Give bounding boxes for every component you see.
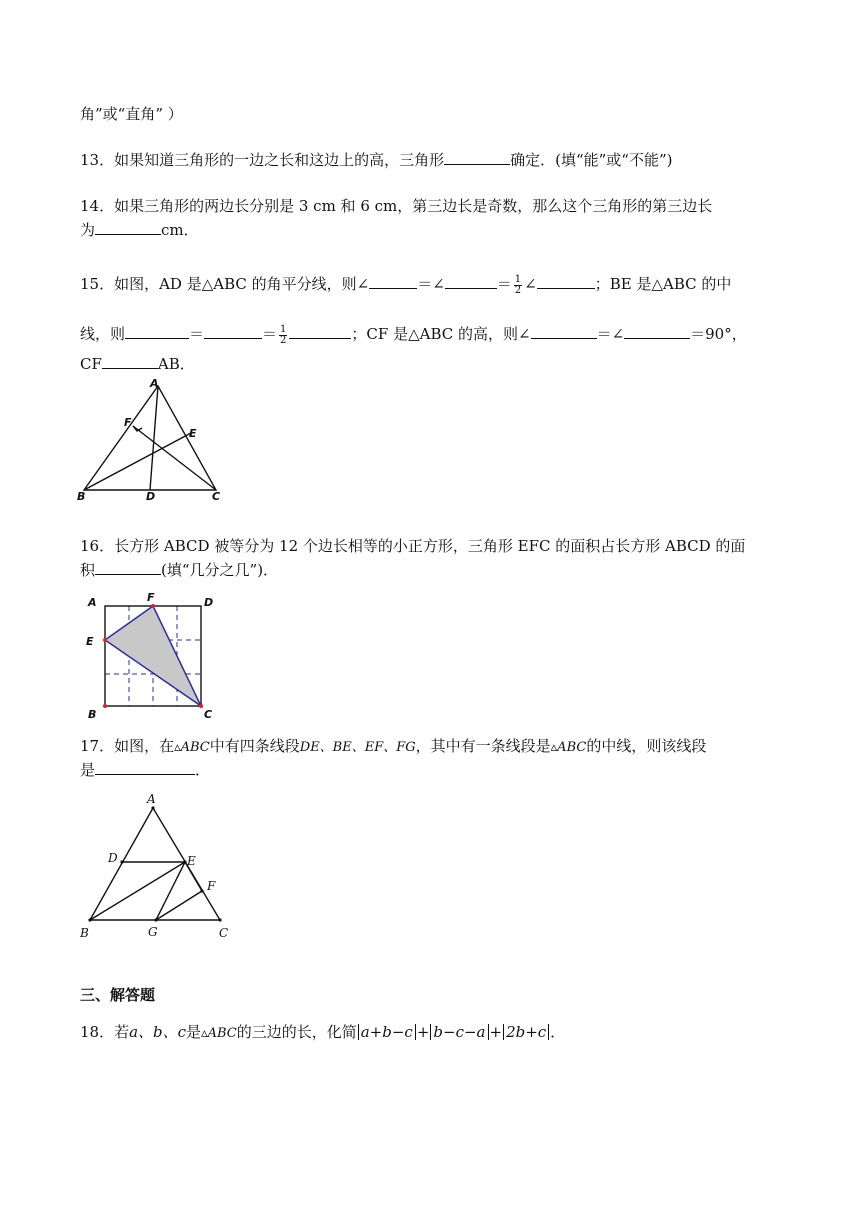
q15-eq-2: ＝ [189, 325, 205, 343]
right-angle-mark [133, 426, 142, 431]
q14-text-b: cm． [161, 221, 199, 239]
label-d: D [146, 490, 156, 503]
question-15-line3 [80, 354, 195, 374]
label-c: C [212, 490, 221, 503]
label-a: A [88, 596, 97, 609]
label-e: E [189, 427, 197, 440]
q18-c: 的三边的长，化简 [236, 1023, 357, 1041]
label-e: E [187, 854, 196, 868]
q17-tri: ▵ABC [174, 740, 210, 755]
abs-expression-3: 2b+c [503, 1024, 549, 1040]
question-16-line1: 16．长方形 ABCD 被等分为 12 个边长相等的小正方形，三角形 EFC 的面积占长方形 ABCD 的面 [80, 537, 746, 555]
q15-angle: ∠ [524, 275, 537, 293]
plus-1: + [416, 1023, 430, 1041]
half-fraction-2: $\frac{1}{2}$ [280, 323, 287, 346]
figure-16-rectangle [80, 590, 230, 722]
q15-blank-3[interactable] [537, 274, 595, 289]
q17-d: 的中线，则该线段 [586, 737, 707, 755]
label-a: A [150, 377, 159, 390]
label-f: F [147, 591, 155, 604]
q13-blank[interactable] [444, 150, 510, 165]
question-14-line2 [80, 220, 199, 240]
q15-blank-4[interactable] [125, 324, 189, 339]
q15-eq-angle-2: ＝∠ [596, 325, 625, 343]
continued-line: 角”或“直角” ） [80, 105, 183, 123]
q15-l3a: CF [80, 355, 102, 373]
q14-text-a: 为 [80, 221, 96, 239]
label-e: E [86, 635, 94, 648]
q17-c: ，其中有一条线段是 [415, 737, 551, 755]
label-g: G [148, 925, 158, 939]
q18-b: 是 [186, 1023, 202, 1041]
half-fraction: $\frac{1}{2}$ [514, 273, 522, 296]
plus-2: + [489, 1023, 503, 1041]
segment-ad [150, 386, 158, 490]
abs-expression-1: a+b−c [358, 1024, 416, 1040]
q15-blank-2[interactable] [445, 274, 497, 289]
q18-vars: a、b、c [129, 1023, 187, 1041]
section-heading: 三、解答题 [80, 986, 156, 1004]
point-c [199, 704, 203, 708]
q15-blank-5[interactable] [204, 324, 262, 339]
q17-l2a: 是 [80, 761, 96, 779]
point-b [103, 704, 107, 708]
point-e [103, 638, 107, 642]
q15-blank-9[interactable] [102, 354, 158, 369]
figure-17-triangle [76, 790, 246, 946]
question-15-line1 [80, 274, 731, 296]
q15-l2c: ＝90°， [690, 325, 747, 343]
label-b: B [80, 926, 89, 940]
q14-blank[interactable] [95, 220, 161, 235]
q17-segs: DE、BE、EF、FG [299, 740, 416, 755]
q15-l3b: AB． [157, 355, 195, 373]
q15-l1b: ；BE 是△ABC 的中 [594, 275, 732, 293]
label-f: F [124, 416, 132, 429]
q13-text-b: 确定．(填“能”或“不能”) [510, 151, 673, 169]
q15-blank-1[interactable] [369, 274, 417, 289]
label-f: F [207, 879, 216, 893]
q17-tri-2: ▵ABC [550, 740, 587, 755]
label-b: B [88, 708, 97, 721]
segment-be [84, 433, 191, 490]
q15-eq-1: ＝ [496, 275, 512, 293]
q18-end: ． [550, 1023, 566, 1041]
q17-blank[interactable] [95, 760, 195, 775]
question-13 [80, 150, 672, 170]
label-d: D [204, 596, 214, 609]
question-15-line2 [80, 324, 747, 346]
q16-text-a: 积 [80, 561, 96, 579]
label-b: B [77, 490, 86, 503]
q17-a: 17．如图，在 [80, 737, 175, 755]
q18-tri: ▵ABC [201, 1026, 237, 1041]
point-f [151, 604, 155, 608]
label-c: C [204, 708, 213, 721]
figure-15-triangle [76, 376, 226, 504]
question-14-line1: 14．如果三角形的两边长分别是 3 cm 和 6 cm，第三边长是奇数，那么这个三角形的第三边长 [80, 197, 713, 215]
question-17-line2 [80, 760, 210, 780]
q15-eq-3: ＝ [262, 325, 278, 343]
label-d: D [108, 851, 118, 865]
q13-text-a: 13．如果知道三角形的一边之长和这边上的高，三角形 [80, 151, 445, 169]
label-a: A [147, 792, 156, 806]
abs-expression-2: b−c−a [430, 1024, 488, 1040]
question-18 [80, 1022, 565, 1044]
q16-blank[interactable] [95, 560, 161, 575]
q16-text-b: (填“几分之几”)． [161, 561, 279, 579]
q15-blank-7[interactable] [531, 324, 597, 339]
q17-b: 中有四条线段 [209, 737, 300, 755]
q18-a: 18．若 [80, 1023, 130, 1041]
q15-l2b: ；CF 是△ABC 的高，则∠ [351, 325, 531, 343]
label-c: C [219, 926, 229, 940]
q15-l2a: 线，则 [80, 325, 126, 343]
q15-l1a: 15．如图，AD 是△ABC 的角平分线，则∠ [80, 275, 370, 293]
q17-l2b: ． [195, 761, 211, 779]
q15-blank-6[interactable] [289, 324, 351, 339]
q15-eq-angle: ＝∠ [417, 275, 445, 293]
question-16-line2 [80, 560, 278, 580]
question-17-line1 [80, 736, 706, 758]
q15-blank-8[interactable] [624, 324, 690, 339]
